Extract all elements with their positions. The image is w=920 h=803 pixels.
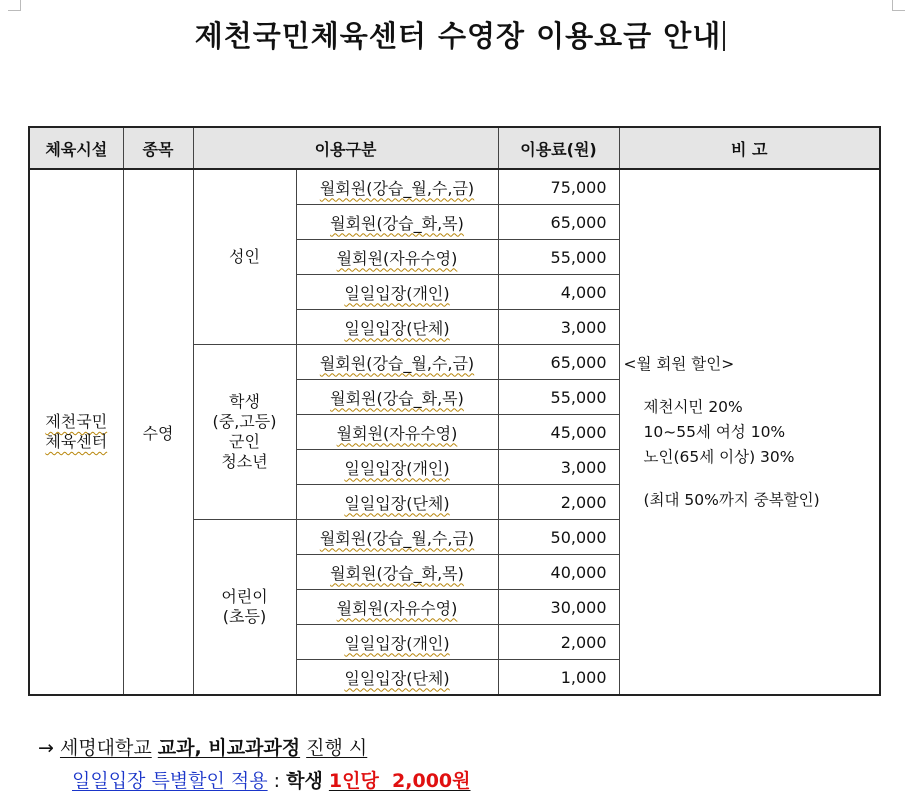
usage-type-cell xyxy=(296,310,498,345)
category-label: 군인 xyxy=(229,432,260,451)
fee-table xyxy=(28,126,881,696)
fee-cell: 30,000 xyxy=(498,590,619,625)
fee-cell: 3,000 xyxy=(498,310,619,345)
usage-type-cell xyxy=(296,450,498,485)
header-sport: 종목 xyxy=(123,127,193,169)
usage-type-cell xyxy=(296,240,498,275)
notice-price: 1인당 2,000원 xyxy=(328,770,471,792)
category-label: 어린이 xyxy=(221,587,268,606)
document-title xyxy=(0,14,920,55)
usage-type-label: 월회원(강습_화,목) xyxy=(330,388,464,408)
usage-type-label: 월회원(자유수영) xyxy=(336,598,458,618)
usage-type-label: 일일입장(단체) xyxy=(344,493,450,513)
notice-university: 세명대학교 xyxy=(59,737,152,759)
usage-type-label: 월회원(강습_월,수,금) xyxy=(319,528,475,548)
notice-progress: 진행 시 xyxy=(306,737,368,759)
usage-type-cell xyxy=(296,345,498,380)
document-title-text: 제천국민체육센터 수영장 이용요금 안내 xyxy=(194,19,722,53)
usage-type-cell xyxy=(296,485,498,520)
note-heading: <월 회원 할인> xyxy=(623,354,735,373)
discount-line: 노인(65세 이상) 30% xyxy=(643,447,795,466)
note-cell xyxy=(619,169,880,695)
header-facility: 체육시설 xyxy=(29,127,123,169)
category-label: (초등) xyxy=(222,607,267,626)
fee-cell: 50,000 xyxy=(498,520,619,555)
usage-type-cell xyxy=(296,590,498,625)
category-label: 성인 xyxy=(229,247,260,266)
discount-limit: (최대 50%까지 중복할인) xyxy=(643,490,820,509)
arrow-icon: → xyxy=(38,737,54,759)
fee-cell: 4,000 xyxy=(498,275,619,310)
usage-type-label: 월회원(강습_월,수,금) xyxy=(319,353,475,373)
notice-student: 학생 xyxy=(286,770,323,792)
fee-cell: 2,000 xyxy=(498,485,619,520)
table-row xyxy=(29,169,880,205)
notice-separator: : xyxy=(273,770,281,792)
fee-cell: 1,000 xyxy=(498,660,619,696)
page-corner-mark-left xyxy=(8,0,21,11)
usage-type-label: 월회원(자유수영) xyxy=(336,248,458,268)
header-note: 비 고 xyxy=(619,127,880,169)
usage-type-cell xyxy=(296,275,498,310)
usage-type-cell xyxy=(296,380,498,415)
table-body xyxy=(29,169,880,695)
header-usage-type: 이용구분 xyxy=(193,127,498,169)
fee-cell: 65,000 xyxy=(498,205,619,240)
usage-type-cell xyxy=(296,520,498,555)
facility-line: 체육센터 xyxy=(45,432,108,451)
usage-type-cell xyxy=(296,625,498,660)
usage-type-label: 일일입장(개인) xyxy=(344,283,450,303)
text-cursor xyxy=(723,21,725,51)
fee-cell: 40,000 xyxy=(498,555,619,590)
category-label: (중,고등) xyxy=(212,412,277,431)
fee-cell: 75,000 xyxy=(498,169,619,205)
fee-cell: 55,000 xyxy=(498,240,619,275)
usage-type-cell xyxy=(296,205,498,240)
facility-cell xyxy=(29,169,123,695)
usage-type-cell xyxy=(296,169,498,205)
facility-line: 제천국민 xyxy=(45,412,108,431)
fee-cell: 45,000 xyxy=(498,415,619,450)
category-cell xyxy=(193,345,296,520)
usage-type-label: 월회원(강습_화,목) xyxy=(330,563,464,583)
usage-type-label: 월회원(강습_월,수,금) xyxy=(319,178,475,198)
usage-type-label: 일일입장(개인) xyxy=(344,458,450,478)
category-label: 청소년 xyxy=(221,452,268,471)
notice-line-2 xyxy=(72,766,471,793)
discount-line: 10~55세 여성 10% xyxy=(643,422,786,441)
category-cell xyxy=(193,520,296,696)
usage-type-label: 일일입장(개인) xyxy=(344,633,450,653)
usage-type-cell xyxy=(296,660,498,696)
category-cell xyxy=(193,169,296,345)
notice-special-discount: 일일입장 특별할인 적용 xyxy=(72,770,268,792)
fee-cell: 3,000 xyxy=(498,450,619,485)
usage-type-label: 일일입장(단체) xyxy=(344,318,450,338)
header-fee: 이용료(원) xyxy=(498,127,619,169)
fee-cell: 65,000 xyxy=(498,345,619,380)
table-header-row xyxy=(29,127,880,169)
usage-type-cell xyxy=(296,415,498,450)
category-label: 학생 xyxy=(229,392,260,411)
fee-cell: 55,000 xyxy=(498,380,619,415)
sport-cell: 수영 xyxy=(123,169,193,695)
usage-type-cell xyxy=(296,555,498,590)
usage-type-label: 일일입장(단체) xyxy=(344,668,450,688)
usage-type-label: 월회원(강습_화,목) xyxy=(330,213,464,233)
discount-line: 제천시민 20% xyxy=(643,397,743,416)
usage-type-label: 월회원(자유수영) xyxy=(336,423,458,443)
fee-cell: 2,000 xyxy=(498,625,619,660)
page-corner-mark-right xyxy=(892,0,905,11)
notice-line-1 xyxy=(38,733,367,760)
notice-curriculum: 교과, 비교과과정 xyxy=(157,737,301,759)
